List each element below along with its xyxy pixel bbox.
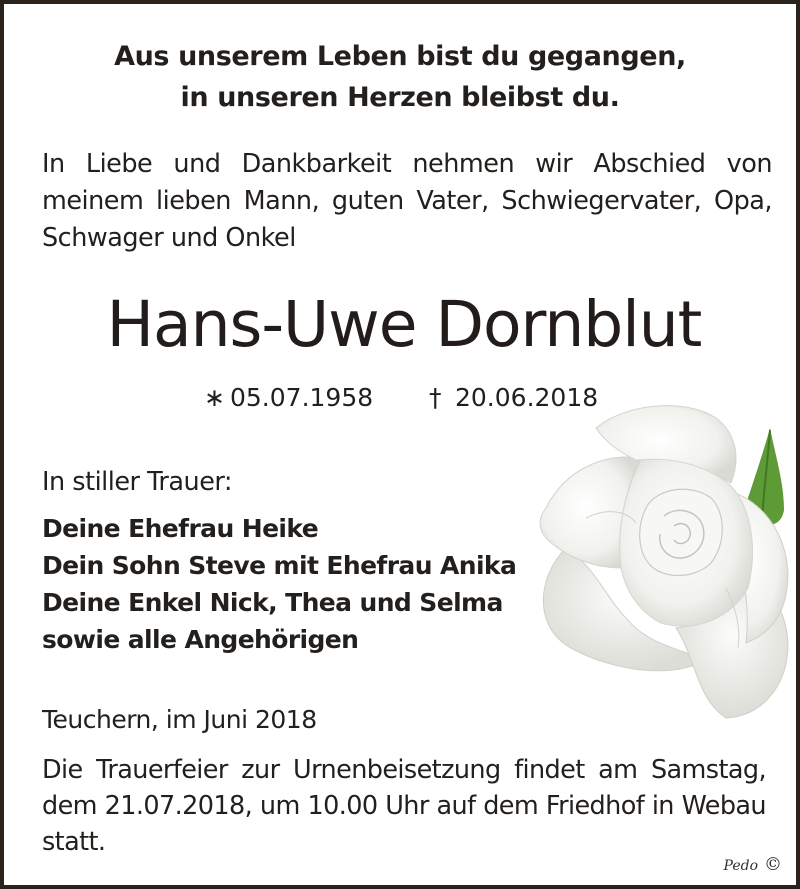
birth-star-icon: ∗ xyxy=(204,383,225,412)
white-rose-image xyxy=(526,398,796,723)
mourner-line: Deine Enkel Nick, Thea und Selma xyxy=(42,588,503,617)
intro-line-3: Schwager und Onkel xyxy=(42,223,296,253)
birth-date-value: 05.07.1958 xyxy=(230,383,374,412)
service-line-2: dem 21.07.2018, um 10.00 Uhr auf dem Friedhof in Webau xyxy=(42,791,766,821)
publisher-credit xyxy=(724,854,782,875)
intro-text xyxy=(42,146,772,257)
service-line-3: statt. xyxy=(42,827,106,857)
mourners-list xyxy=(42,510,516,658)
intro-line-2: meinem lieben Mann, guten Vater, Schwiegervater, Opa, xyxy=(42,186,772,216)
mourning-heading: In stiller Trauer: xyxy=(42,467,233,497)
mourner-line: Dein Sohn Steve mit Ehefrau Anika xyxy=(42,551,517,580)
place-and-date: Teuchern, im Juni 2018 xyxy=(42,705,317,734)
motto-line-1: Aus unserem Leben bist du gegangen, xyxy=(114,41,686,72)
copyright-icon: © xyxy=(764,854,782,875)
birth-date xyxy=(204,380,373,416)
credit-signature: Pedo xyxy=(723,858,758,874)
death-cross-icon: † xyxy=(429,383,442,412)
motto-line-2: in unseren Herzen bleibst du. xyxy=(180,82,620,113)
mourner-line: Deine Ehefrau Heike xyxy=(42,514,319,543)
service-info xyxy=(42,752,766,860)
mourner-line: sowie alle Angehörigen xyxy=(42,625,359,654)
service-line-1: Die Trauerfeier zur Urnenbeisetzung findet am Samstag, xyxy=(42,755,766,785)
death-date-value: 20.06.2018 xyxy=(455,383,599,412)
motto xyxy=(4,36,796,118)
intro-line-1: In Liebe und Dankbarkeit nehmen wir Abschied von xyxy=(42,149,772,179)
deceased-name: Hans-Uwe Dornblut xyxy=(106,288,702,361)
